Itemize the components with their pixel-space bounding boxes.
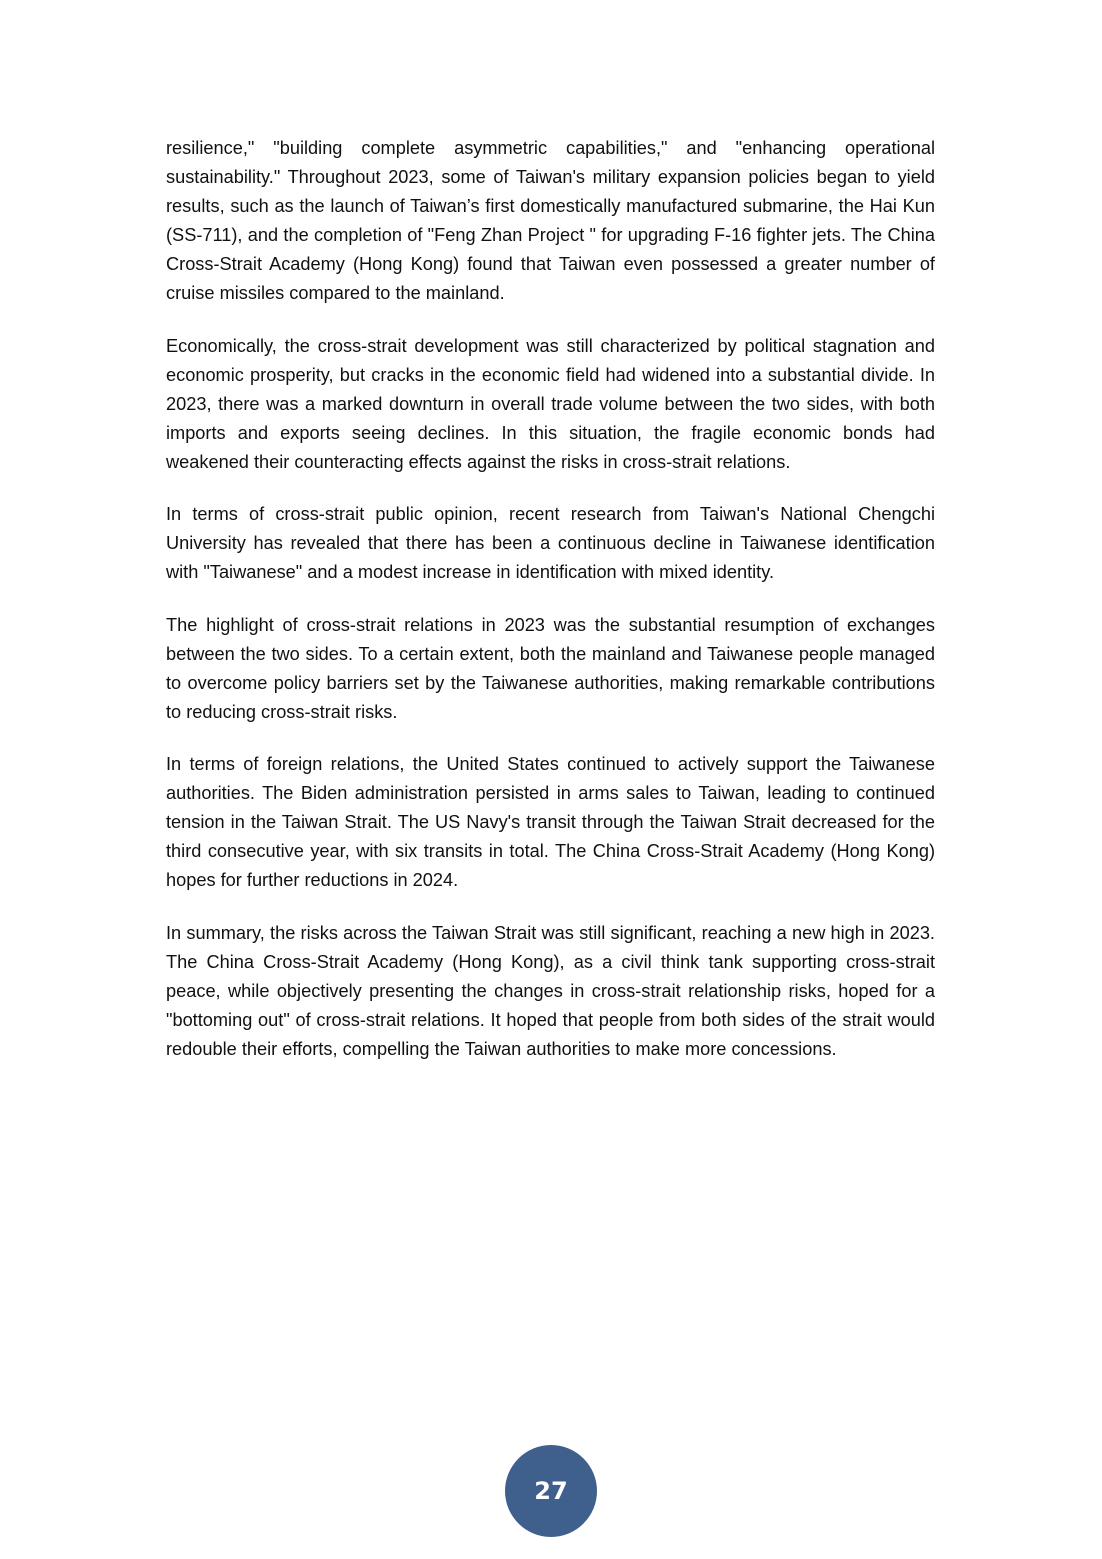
- page-number-badge: [505, 1445, 597, 1537]
- paragraph-military: resilience," "building complete asymmetric capabilities," and "enhancing operational sustainability." Throughout 2023, some of Taiwan's military expansion policies began to yield results, such as the launch of Taiwan’s first domestically manufactured submarine, the Hai Kun (SS-711), and the completion of "Feng Zhan Project " for upgrading F-16 fighter jets. The China Cross-Strait Academy (Hong Kong) found that Taiwan even possessed a greater number of cruise missiles compared to the mainland.: [166, 138, 935, 303]
- paragraph-economy: Economically, the cross-strait development was still characterized by political stagnation and economic prosperity, but cracks in the economic field had widened into a substantial divide. In 2023, there was a marked downturn in overall trade volume between the two sides, with both imports and exports seeing declines. In this situation, the fragile economic bonds had weakened their counteracting effects against the risks in cross-strait relations.: [166, 335, 935, 472]
- page-number: 27: [534, 1477, 568, 1505]
- body-text: [166, 134, 935, 1087]
- paragraph-exchanges: The highlight of cross-strait relations in 2023 was the substantial resumption of exchanges between the two sides. To a certain extent, both the mainland and Taiwanese people managed to overcome policy barriers set by the Taiwanese authorities, making remarkable contributions to reducing cross-strait risks.: [166, 614, 935, 722]
- paragraph-public-opinion: In terms of cross-strait public opinion, recent research from Taiwan's National Chengchi University has revealed that there has been a continuous decline in Taiwanese identification with "Taiwanese" and a modest increase in identification with mixed identity.: [166, 504, 935, 582]
- paragraph-foreign-relations: In terms of foreign relations, the United States continued to actively support the Taiwanese authorities. The Biden administration persisted in arms sales to Taiwan, leading to continued tension in the Taiwan Strait. The US Navy's transit through the Taiwan Strait decreased for the third consecutive year, with six transits in total. The China Cross-Strait Academy (Hong Kong) hopes for further reductions in 2024.: [166, 754, 935, 890]
- paragraph-summary: In summary, the risks across the Taiwan Strait was still significant, reaching a new high in 2023. The China Cross-Strait Academy (Hong Kong), as a civil think tank supporting cross-strait peace, while objectively presenting the changes in cross-strait relationship risks, hoped for a "bottoming out" of cross-strait relations. It hoped that people from both sides of the strait would redouble their efforts, compelling the Taiwan authorities to make more concessions.: [166, 922, 935, 1059]
